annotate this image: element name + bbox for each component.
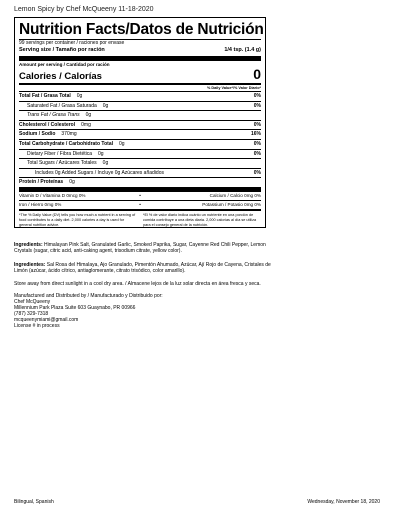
- nutrient-value: 370mg: [61, 131, 77, 138]
- vitamin-row: [19, 201, 261, 209]
- nutrient-label: Trans Fat / Grasa Trans: [27, 112, 80, 119]
- ingredientes-label: Ingredientes:: [14, 262, 46, 268]
- calcium: Calcium / Calcio 0mg 0%: [209, 192, 261, 198]
- calories-label: Calories / Calorías: [19, 70, 102, 82]
- calories-row: [19, 65, 261, 82]
- nutrient-label: Protein / Proteínas: [19, 179, 64, 186]
- nutrient-dv: 0%: [253, 169, 261, 176]
- nutrient-dv: 0%: [253, 150, 261, 157]
- nutrient-row-trans-fat: [19, 110, 261, 120]
- nutrition-facts-title: Nutrition Facts/Datos de Nutrición: [19, 21, 264, 38]
- ingredients-block: [14, 242, 274, 254]
- nutrient-dv: 0%: [253, 140, 261, 147]
- page-header: Lemon Spicy by Chef McQueeny 11-18-2020: [14, 6, 154, 13]
- distributor-line: Manufactured and Distributed by / Manufacturado y Distribuido por:: [14, 293, 163, 299]
- nutrient-label: Includes 0g Added Sugars / Incluye 0g Azúcares añadidos: [35, 169, 164, 176]
- nutrient-value: 0g: [119, 140, 125, 147]
- nutrient-dv: 16%: [250, 131, 261, 138]
- nutrient-row-dietary-fiber: [19, 149, 261, 159]
- vitamin-row: [19, 192, 261, 200]
- nutrient-row-total-fat: [19, 91, 261, 101]
- serving-size-value: 1/4 tsp. (1.4 g): [224, 47, 261, 53]
- nutrient-label: Total Sugars / Azúcares Totales: [27, 160, 97, 167]
- thick-rule: [19, 56, 261, 61]
- nutrient-value: 0g: [102, 160, 109, 167]
- nutrient-label: Saturated Fat / Grasa Saturada: [27, 102, 97, 109]
- nutrient-row-sodium: [19, 129, 261, 139]
- nutrient-label: Dietary Fiber / Fibra Dietética: [27, 150, 93, 157]
- footnote-english: *The % Daily Value (DV) tells you how much a nutrient in a serving of food contributes to a daily diet. 2,000 calories a day is used for general nutrition advice.: [19, 213, 136, 227]
- nutrient-value: 0g: [85, 112, 92, 119]
- servings-per-container: 99 servings per container / raciones por envase: [19, 40, 125, 46]
- nutrient-value: 0mg: [81, 121, 91, 128]
- footer-left: Bilingual, Spanish: [14, 499, 54, 505]
- nutrition-facts-panel: [14, 17, 266, 228]
- serving-size-label: Serving size / Tamaño por ración: [19, 47, 105, 53]
- iron: Iron / Hierro 0mg 0%: [19, 201, 62, 207]
- bullet-separator: •: [139, 201, 141, 207]
- footer-right: Wednesday, November 18, 2020: [307, 499, 380, 505]
- nutrient-row-saturated-fat: [19, 101, 261, 111]
- nutrient-row-protein: [19, 177, 261, 187]
- daily-value-header: % Daily Value*/% Valor Diario*: [206, 86, 261, 90]
- nutrient-value: 0g: [98, 150, 104, 157]
- nutrient-row-cholesterol: [19, 120, 261, 130]
- nutrient-value: 0g: [69, 179, 75, 186]
- amount-per-serving: Amount per serving / Cantidad por ración: [19, 62, 110, 67]
- nutrient-dv: 0%: [253, 102, 261, 109]
- nutrient-label: Sodium / Sodio: [19, 131, 56, 138]
- storage-text: Store away from direct sunlight in a cool dry area. / Almacene lejos de la luz solar directa en área fresca y seca.: [14, 281, 261, 287]
- nutrient-label: Total Carbohydrate / Carbohidrato Total: [19, 140, 113, 147]
- distributor-block: [14, 293, 274, 329]
- nutrient-label: Total Fat / Grasa Total: [19, 93, 71, 99]
- ingredients-label: Ingredients:: [14, 242, 43, 248]
- ingredients-text: Himalayan Pink Salt, Granulated Garlic, Smoked Paprika, Sugar, Cayenne Red Chili Pepper, Lemon Crystals (sugar, citric acid, anti-caking agent, trisodium citrate, yellow color).: [14, 242, 266, 254]
- distributor-line: Millennium Park Plaza Suite 603 Guaynabo, PR 00966: [14, 305, 136, 311]
- serving-size-row: [19, 47, 261, 54]
- ingredientes-block: [14, 262, 274, 274]
- distributor-line: License # in process: [14, 323, 60, 329]
- nutrient-value: 0g: [76, 93, 83, 99]
- distributor-line: (787) 329-7318: [14, 311, 49, 317]
- vitamin-d: Vitamin D / Vitamina D 0mcg 0%: [19, 192, 86, 198]
- nutrient-label: Cholesterol / Colesterol: [19, 121, 76, 128]
- nutrient-row-total-carbohydrate: [19, 139, 261, 149]
- distributor-line: Chef McQueeny: [14, 299, 51, 305]
- nutrient-row-total-sugars: [19, 158, 261, 168]
- nutrient-dv: 0%: [253, 121, 261, 128]
- footnote-spanish: *El % de valor diario indica cuánto un nutriente en una porción de comida contribuye a una dieta diaria. 2,000 calorías al día se utiliza para el consejo general de la nutrición.: [143, 213, 257, 227]
- nutrient-dv: 0%: [253, 93, 261, 99]
- bullet-separator: •: [139, 192, 141, 198]
- footnote: [19, 211, 261, 227]
- distributor-line: mcqueenymiami@gmail.com: [14, 317, 79, 323]
- calories-value: 0: [253, 65, 261, 82]
- ingredientes-text: Sal Rosa del Himalaya, Ajo Granulado, Pimentón Ahumado, Azúcar, Ají Rojo de Cayena, Cristales de Limón (azúcar, ácido cítrico, antiaglomerante, citrato trisódico, color amarillo).: [14, 262, 271, 274]
- potassium: Potassium / Potasio 0mg 0%: [202, 201, 261, 207]
- nutrient-value: 0g: [102, 102, 109, 109]
- nutrient-row-added-sugars: [19, 168, 261, 178]
